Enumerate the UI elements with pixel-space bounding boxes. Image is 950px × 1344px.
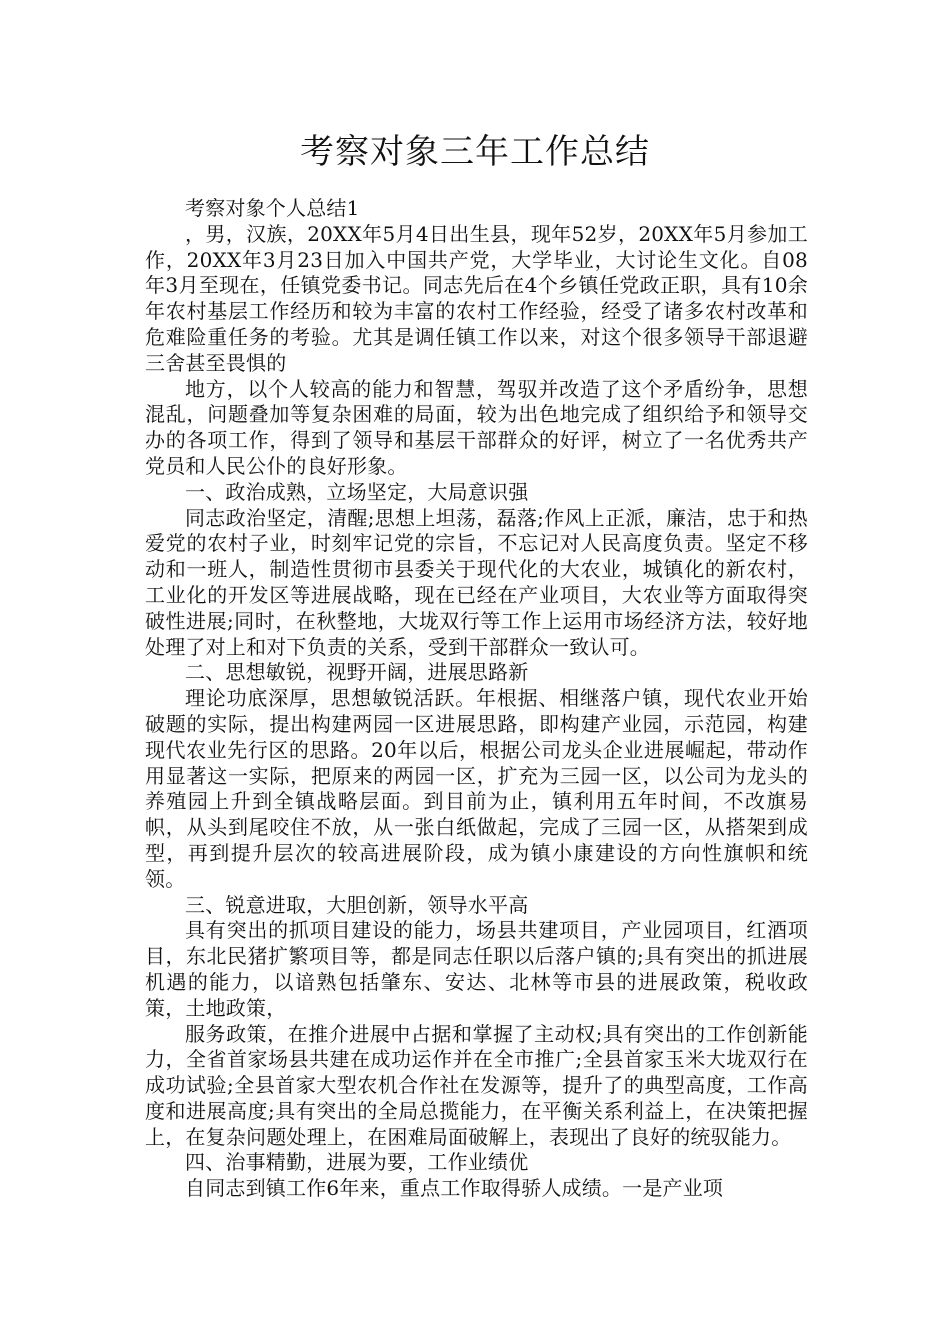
- document-body: [145, 196, 808, 1202]
- paragraph: 地方，以个人较高的能力和智慧，驾驭并改造了这个矛盾纷争，思想混乱，问题叠加等复杂困难的局面，较为出色地完成了组织给予和领导交办的各项工作，得到了领导和基层干部群众的好评，树立了一名优秀共产党员和人民公仆的良好形象。: [145, 376, 808, 478]
- paragraph: 同志政治坚定，清醒;思想上坦荡，磊落;作风上正派，廉洁，忠于和热爱党的农村子业，时刻牢记党的宗旨，不忘记对人民高度负责。坚定不移动和一班人，制造性贯彻市县委关于现代化的大农业，城镇化的新农村，工业化的开发区等进展战略，现在已经在产业项目，大农业等方面取得突破性进展;同时，在秋整地，大垅双行等工作上运用市场经济方法，较好地处理了对上和对下负责的关系，受到干部群众一致认可。: [145, 505, 808, 659]
- section-heading: 二、思想敏锐，视野开阔，进展思路新: [185, 660, 529, 685]
- section-heading: 三、锐意进取，大胆创新，领导水平高: [185, 892, 529, 917]
- document-title: 考察对象三年工作总结: [300, 132, 650, 172]
- section-heading: 一、政治成熟，立场坚定，大局意识强: [185, 479, 529, 504]
- paragraph: ，男，汉族，20XX年5月4日出生县，现年52岁，20XX年5月参加工作，20XX年3月23日加入中国共产党，大学毕业，大讨论生文化。自08年3月至现在，任镇党委书记。同志先后在4个乡镇任党政正职，具有10余年农村基层工作经历和较为丰富的农村工作经验，经受了诸多农村改革和危难险重任务的考验。尤其是调任镇工作以来，对这个很多领导干部退避三舍甚至畏惧的: [145, 221, 808, 375]
- paragraph: 服务政策，在推介进展中占据和掌握了主动权;具有突出的工作创新能力，全省首家场县共建在成功运作并在全市推广;全县首家玉米大垅双行在成功试验;全县首家大型农机合作社在发源等，提升了的典型高度，工作高度和进展高度;具有突出的全局总揽能力，在平衡关系利益上，在决策把握上，在复杂问题处理上，在困难局面破解上，表现出了良好的统驭能力。: [145, 1021, 808, 1149]
- paragraph: 具有突出的抓项目建设的能力，场县共建项目，产业园项目，红酒项目，东北民猪扩繁项目等，都是同志任职以后落户镇的;具有突出的抓进展机遇的能力，以谙熟包括肇东、安达、北林等市县的进展政策，税收政策，土地政策，: [145, 918, 808, 1020]
- section-heading: 四、治事精勤，进展为要，工作业绩优: [185, 1150, 529, 1175]
- paragraph: 理论功底深厚，思想敏锐活跃。年根据、相继落户镇，现代农业开始破题的实际，提出构建两园一区进展思路，即构建产业园，示范园，构建现代农业先行区的思路。20年以后，根据公司龙头企业进展崛起，带动作用显著这一实际，把原来的两园一区，扩充为三园一区，以公司为龙头的养殖园上升到全镇战略层面。到目前为止，镇利用五年时间，不改旗易帜，从头到尾咬住不放，从一张白纸做起，完成了三园一区，从搭架到成型，再到提升层次的较高进展阶段，成为镇小康建设的方向性旗帜和统领。: [145, 686, 808, 891]
- paragraph-subtitle: 考察对象个人总结1: [185, 196, 360, 220]
- paragraph: 自同志到镇工作6年来，重点工作取得骄人成绩。一是产业项: [185, 1176, 724, 1201]
